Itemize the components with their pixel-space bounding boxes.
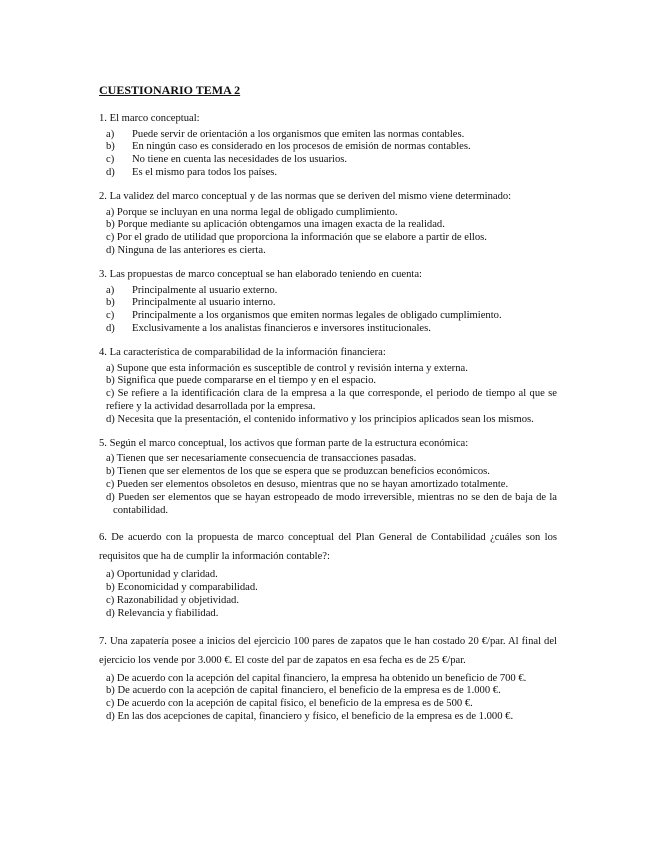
- option-text: En ningún caso es considerado en los procesos de emisión de normas contables.: [132, 141, 471, 153]
- answer-options: [99, 363, 557, 427]
- option-text: c) Se refiere a la identificación clara de la empresa a la que corresponde, el periodo de tiempo al que se refiere y la actividad desarrollada por la empresa.: [106, 388, 557, 412]
- question-text: 3. Las propuestas de marco conceptual se han elaborado teniendo en cuenta:: [99, 268, 422, 280]
- option-text: c) Por el grado de utilidad que proporciona la información que se elabore a partir de ellos.: [106, 232, 487, 244]
- option-marker: d): [106, 166, 115, 178]
- option-text: Principalmente al usuario interno.: [132, 297, 276, 309]
- answer-option: [99, 466, 557, 479]
- option-text: b) Economicidad y comparabilidad.: [106, 582, 258, 594]
- option-text: No tiene en cuenta las necesidades de los usuarios.: [132, 154, 348, 166]
- option-text: Principalmente a los organismos que emiten normas legales de obligado cumplimiento.: [132, 310, 502, 322]
- option-text: a) De acuerdo con la acepción del capital financiero, la empresa ha obtenido un beneficio de 700 €.: [106, 672, 527, 684]
- answer-option: [99, 141, 557, 154]
- question-text: 7. Una zapatería posee a inicios del ejercicio 100 pares de zapatos que le han costado 20 €/par. Al final del ejercicio los vende por 3.000 €. El coste del par de zapatos en esa fecha es de 25 €/par.: [99, 635, 557, 666]
- answer-option: [99, 219, 557, 232]
- answer-option: [99, 129, 557, 142]
- question-5: [99, 438, 557, 518]
- question-1: [99, 113, 557, 180]
- option-text: c) Razonabilidad y objetividad.: [106, 594, 239, 606]
- option-text: c) Pueden ser elementos obsoletos en desuso, mientras que no se hayan amortizado totalmente.: [106, 478, 509, 490]
- option-text: d) En las dos acepciones de capital, financiero y físico, el beneficio de la empresa es de 1.000 €.: [106, 710, 514, 722]
- answer-option: [99, 595, 557, 608]
- option-marker: d): [106, 322, 115, 334]
- answer-option: [99, 711, 557, 724]
- answer-option: [99, 363, 557, 376]
- answer-option: [99, 310, 557, 323]
- document-title: CUESTIONARIO TEMA 2: [99, 83, 241, 97]
- answer-option: [99, 685, 557, 698]
- answer-options: [99, 673, 557, 724]
- option-text: a) Tienen que ser necesariamente consecuencia de transacciones pasadas.: [106, 453, 417, 465]
- option-text: b) De acuerdo con la acepción de capital financiero, el beneficio de la empresa es de 1.000 €.: [106, 685, 501, 697]
- option-marker: a): [106, 128, 115, 140]
- question-3: [99, 269, 557, 336]
- option-text: d) Necesita que la presentación, el contenido informativo y los principios aplicados sean los mismos.: [106, 413, 534, 425]
- question-text: 4. La característica de comparabilidad de la información financiera:: [99, 346, 386, 358]
- answer-option: [99, 479, 557, 492]
- question-7: [99, 632, 557, 724]
- answer-options: [99, 129, 557, 180]
- answer-options: [99, 569, 557, 620]
- question-6: [99, 528, 557, 620]
- answer-option: [99, 492, 557, 518]
- answer-option: [99, 673, 557, 686]
- answer-option: [99, 414, 557, 427]
- answer-option: [99, 232, 557, 245]
- option-text: Puede servir de orientación a los organismos que emiten las normas contables.: [132, 128, 465, 140]
- option-text: b) Porque mediante su aplicación obtengamos una imagen exacta de la realidad.: [106, 219, 445, 231]
- document-page: [99, 84, 557, 735]
- option-text: c) De acuerdo con la acepción de capital físico, el beneficio de la empresa es de 500 €.: [106, 698, 473, 710]
- option-text: a) Supone que esta información es susceptible de control y revisión interna y externa.: [106, 362, 468, 374]
- option-text: a) Porque se incluyan en una norma legal de obligado cumplimiento.: [106, 206, 398, 218]
- answer-option: [99, 375, 557, 388]
- answer-option: [99, 453, 557, 466]
- option-text: d) Relevancia y fiabilidad.: [106, 607, 219, 619]
- question-text: 2. La validez del marco conceptual y de las normas que se deriven del mismo viene determinado:: [99, 190, 512, 202]
- answer-option: [99, 285, 557, 298]
- answer-options: [99, 285, 557, 336]
- option-text: a) Oportunidad y claridad.: [106, 569, 218, 581]
- answer-option: [99, 569, 557, 582]
- answer-option: [99, 167, 557, 180]
- option-marker: c): [106, 310, 115, 322]
- answer-option: [99, 582, 557, 595]
- answer-option: [99, 297, 557, 310]
- answer-option: [99, 245, 557, 258]
- questions-list: [99, 113, 557, 724]
- option-text: Principalmente al usuario externo.: [132, 284, 278, 296]
- question-text: 5. Según el marco conceptual, los activos que forman parte de la estructura económica:: [99, 437, 469, 449]
- question-4: [99, 347, 557, 427]
- answer-option: [99, 207, 557, 220]
- option-text: b) Significa que puede compararse en el tiempo y en el espacio.: [106, 375, 377, 387]
- answer-option: [99, 323, 557, 336]
- option-marker: b): [106, 297, 115, 309]
- question-text: 6. De acuerdo con la propuesta de marco conceptual del Plan General de Contabilidad ¿cuáles son los requisitos que ha de cumplir la información contable?:: [99, 532, 557, 563]
- answer-options: [99, 207, 557, 258]
- option-text: Es el mismo para todos los países.: [132, 166, 278, 178]
- answer-option: [99, 388, 557, 414]
- option-text: Exclusivamente a los analistas financieros e inversores institucionales.: [132, 322, 431, 334]
- answer-options: [99, 453, 557, 517]
- option-marker: a): [106, 284, 115, 296]
- answer-option: [99, 698, 557, 711]
- option-text: d) Ninguna de las anteriores es cierta.: [106, 244, 266, 256]
- answer-option: [99, 608, 557, 621]
- question-2: [99, 191, 557, 258]
- option-text: d) Pueden ser elementos que se hayan estropeado de modo irreversible, mientras no se den de baja de la contabilidad.: [106, 491, 557, 516]
- answer-option: [99, 154, 557, 167]
- question-text: 1. El marco conceptual:: [99, 112, 200, 124]
- option-text: b) Tienen que ser elementos de los que se espera que se produzcan beneficios económicos.: [106, 466, 490, 478]
- option-marker: c): [106, 154, 115, 166]
- option-marker: b): [106, 141, 115, 153]
